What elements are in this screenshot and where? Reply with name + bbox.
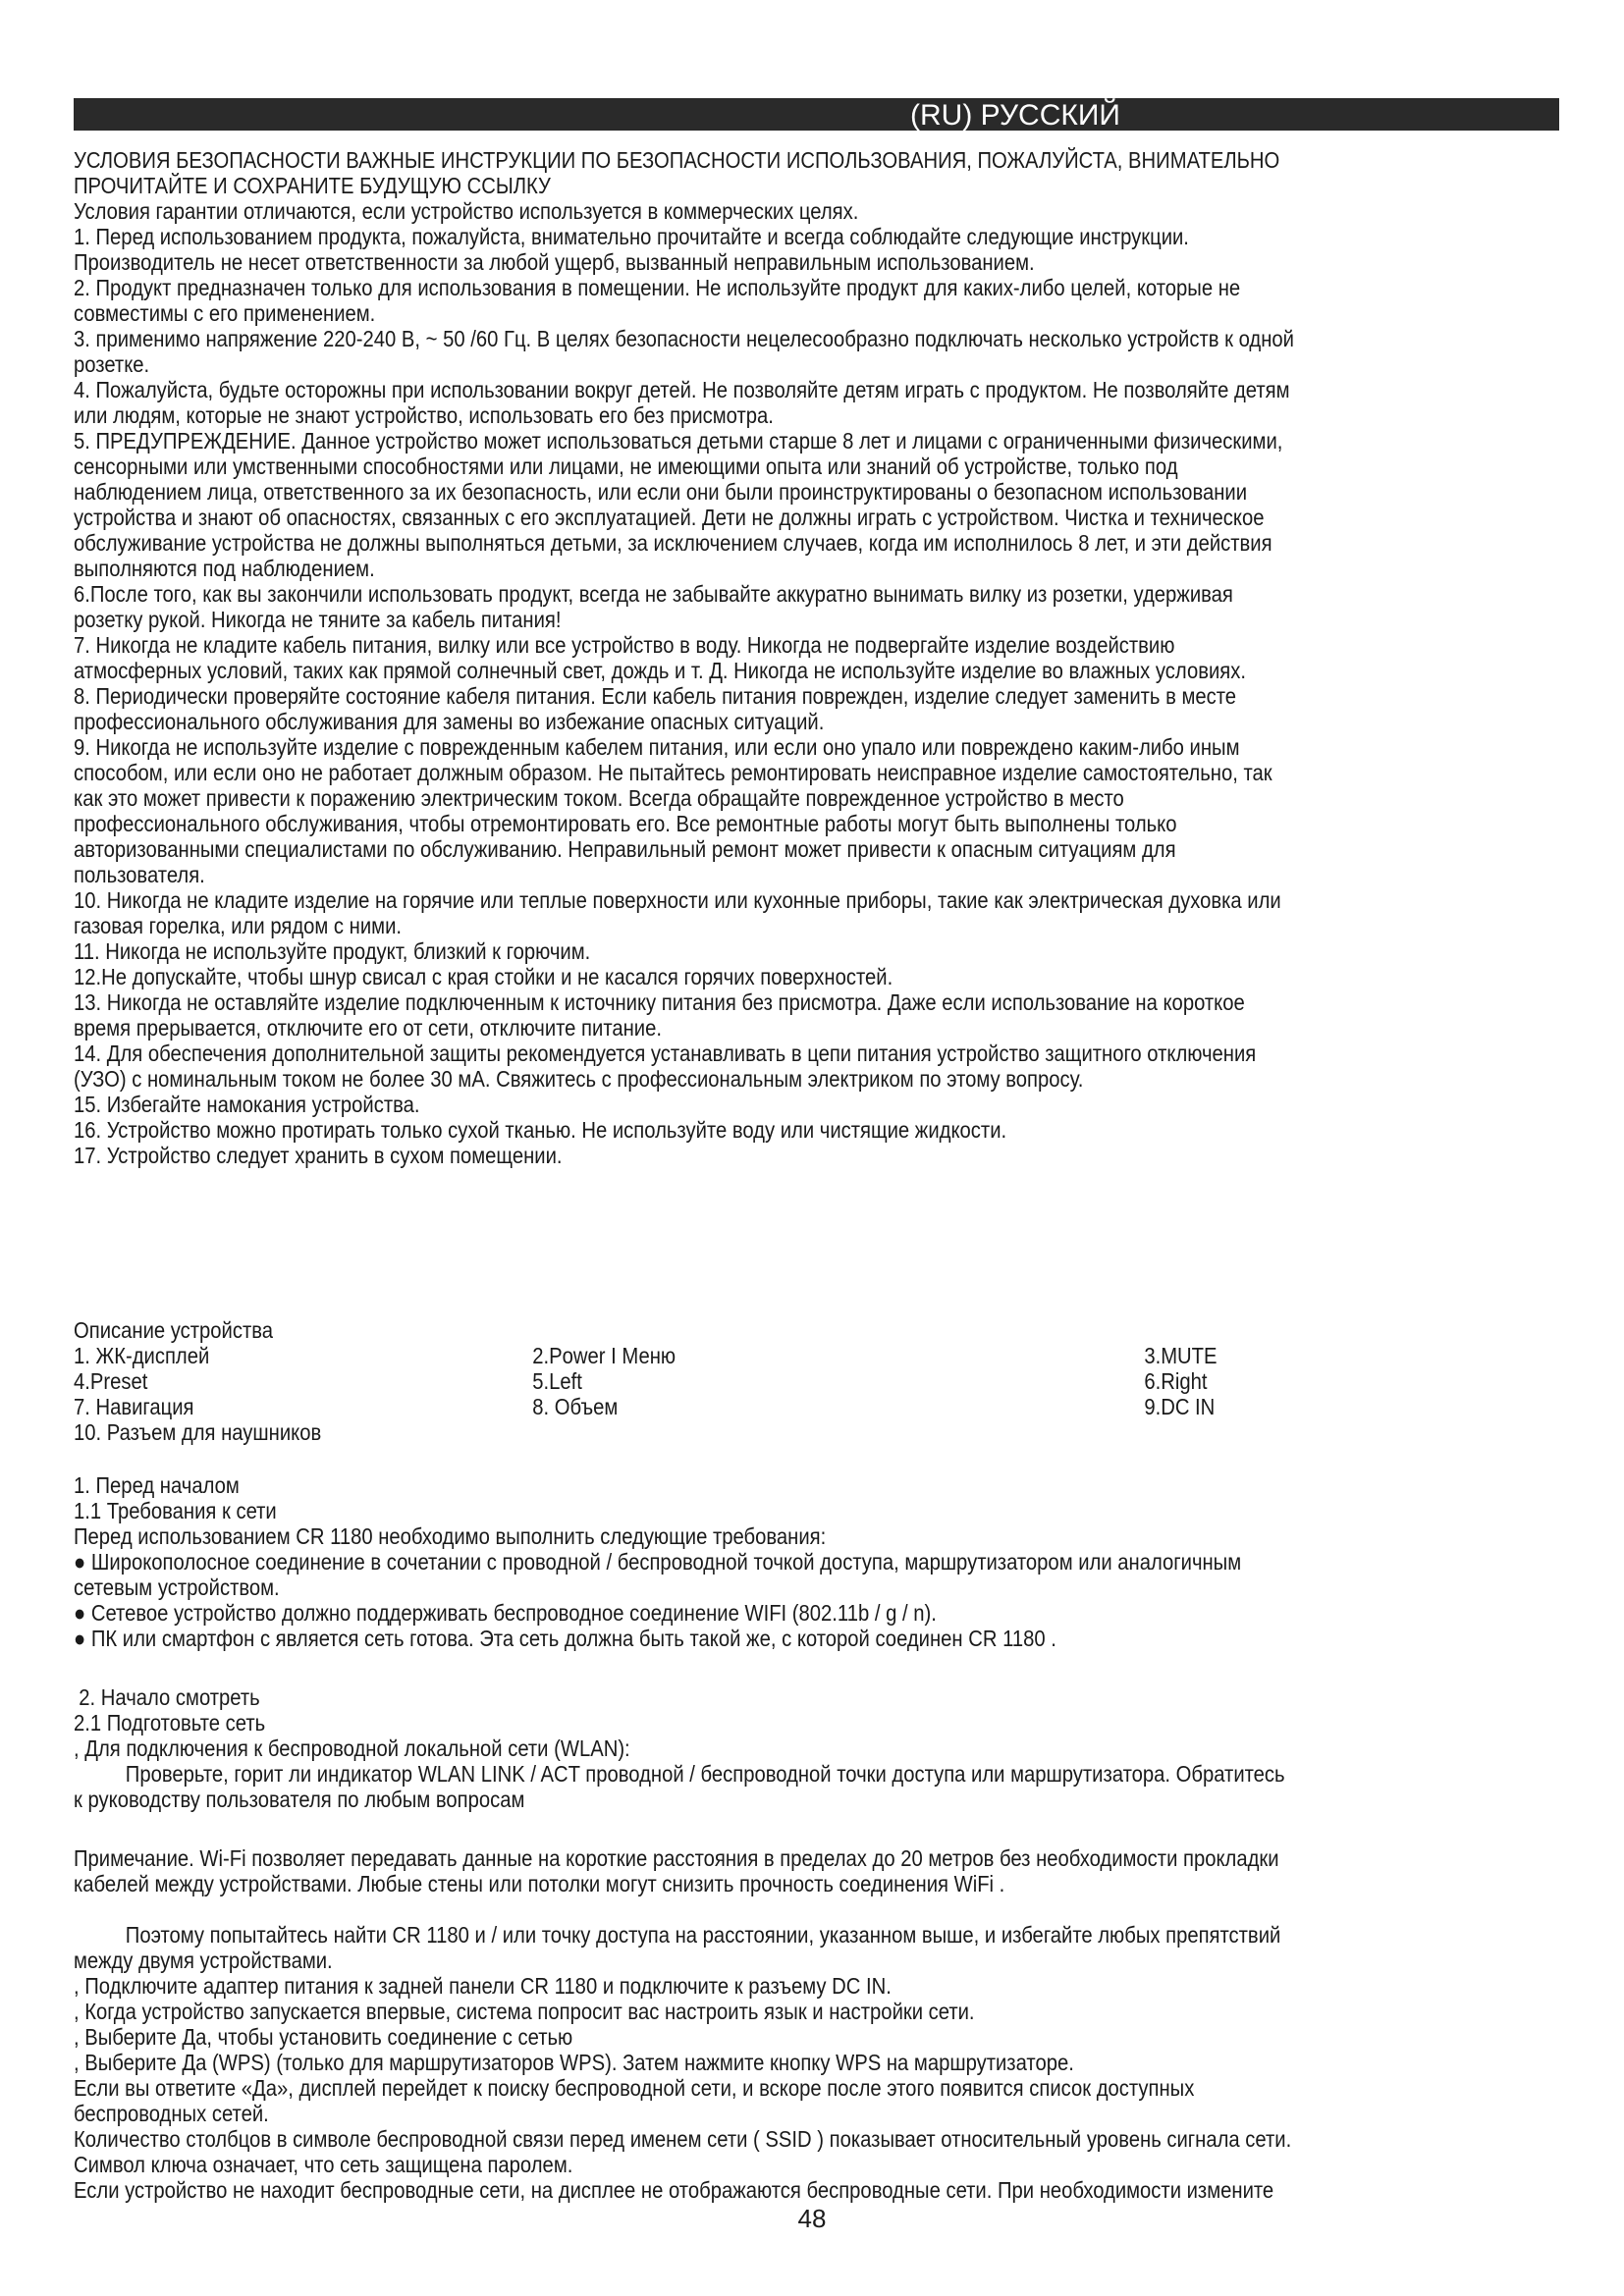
component-label: 7. Навигация	[74, 1394, 194, 1419]
section-text: Проверьте, горит ли индикатор WLAN LINK / ACT проводной / беспроводной точки доступа или маршрутизатора. Обратитесь	[125, 1761, 1285, 1787]
component-label: 5.Left	[532, 1368, 582, 1394]
safety-line: 17. Устройство следует хранить в сухом помещении.	[74, 1143, 563, 1168]
safety-line: как это может привести к поражению электрическим током. Всегда обращайте поврежденное устройство в место	[74, 785, 1124, 811]
safety-title-line: ПРОЧИТАЙТЕ И СОХРАНИТЕ БУДУЩУЮ ССЫЛКУ	[74, 173, 551, 198]
start-watching-section	[74, 1684, 1560, 1812]
safety-line: Производитель не несет ответственности за любой ущерб, вызванный неправильным использованием.	[74, 249, 1035, 275]
component-label: 3.MUTE	[1144, 1343, 1218, 1368]
before-start-section	[74, 1472, 1560, 1651]
safety-line: обслуживание устройства не должны выполняться детьми, за исключением случаев, когда им исполнилось 8 лет, и эти действия	[74, 530, 1272, 556]
requirement-line: ● Сетевое устройство должно поддерживать беспроводное соединение WIFI (802.11b / g / n).	[74, 1600, 937, 1626]
setup-step: Если устройство не находит беспроводные сети, на дисплее не отображаются беспроводные сети. При необходимости измените	[74, 2177, 1274, 2203]
safety-line: 15. Избегайте намокания устройства.	[74, 1092, 420, 1117]
component-label: 6.Right	[1144, 1368, 1208, 1394]
safety-line: 11. Никогда не используйте продукт, близкий к горючим.	[74, 938, 591, 964]
safety-line: (УЗО) с номинальным током не более 30 мА. Свяжитесь с профессиональным электриком по этому вопросу.	[74, 1066, 1084, 1092]
safety-line: 9. Никогда не используйте изделие с поврежденным кабелем питания, или если оно упало или повреждено каким-либо иным	[74, 734, 1240, 760]
safety-line: или людям, которые не знают устройство, использовать его без присмотра.	[74, 402, 774, 428]
safety-line: устройства и знают об опасностях, связанных с его эксплуатацией. Дети не должны играть с устройством. Чистка и техническое	[74, 505, 1265, 530]
safety-line: сенсорными или умственными способностями или лицами, не имеющими опыта или знаний об устройстве, только под	[74, 454, 1178, 479]
safety-line: профессионального обслуживания, чтобы отремонтировать его. Все ремонтные работы могут быть выполнены только	[74, 811, 1177, 836]
section-text: Поэтому попытайтесь найти CR 1180 и / или точку доступа на расстоянии, указанном выше, и избегайте любых препятствий	[125, 1922, 1281, 1948]
safety-line: время прерывается, отключите его от сети, отключите питание.	[74, 1015, 662, 1041]
safety-line: авторизованными специалистами по обслуживанию. Неправильный ремонт может привести к опасным ситуациям для	[74, 836, 1176, 862]
safety-line: совместимы с его применением.	[74, 300, 376, 326]
component-label: 8. Объем	[532, 1394, 619, 1419]
safety-line: наблюдением лица, ответственного за их безопасность, или если они были проинструктированы о безопасном использовании	[74, 479, 1248, 505]
safety-line: розетке.	[74, 351, 150, 377]
requirement-line: ● Широкополосное соединение в сочетании с проводной / беспроводной точкой доступа, маршрутизатором или аналогичным	[74, 1549, 1242, 1575]
safety-line: розетку рукой. Никогда не тяните за кабель питания!	[74, 607, 562, 632]
section-text: между двумя устройствами.	[74, 1948, 333, 1973]
device-description	[74, 1317, 1218, 1445]
requirement-line: сетевым устройством.	[74, 1575, 280, 1600]
component-label: 1. ЖК-дисплей	[74, 1343, 210, 1368]
setup-step: , Подключите адаптер питания к задней панели CR 1180 и подключите к разъему DC IN.	[74, 1973, 892, 1999]
setup-steps	[74, 1922, 1560, 2203]
wifi-note	[74, 1845, 1560, 1896]
setup-step: , Выберите Да (WPS) (только для маршрутизаторов WPS). Затем нажмите кнопку WPS на маршрутизаторе.	[74, 2050, 1074, 2075]
component-label: 9.DC IN	[1144, 1394, 1216, 1419]
safety-line: 14. Для обеспечения дополнительной защиты рекомендуется устанавливать в цепи питания устройство защитного отключения	[74, 1041, 1257, 1066]
safety-line: пользователя.	[74, 862, 205, 887]
language-header-title: (RU) РУССКИЙ	[910, 99, 1120, 132]
safety-line: способом, или если оно не работает должным образом. Не пытайтесь ремонтировать неисправное изделие самостоятельно, так	[74, 760, 1272, 785]
safety-line: 13. Никогда не оставляйте изделие подключенным к источнику питания без присмотра. Даже если использование на короткое	[74, 989, 1245, 1015]
safety-line: 3. применимо напряжение 220-240 В, ~ 50 /60 Гц. В целях безопасности нецелесообразно подключать несколько устройств к одной	[74, 326, 1294, 351]
note-line: Примечание. Wi-Fi позволяет передавать данные на короткие расстояния в пределах до 20 метров без необходимости прокладки	[74, 1845, 1279, 1871]
component-label: 4.Preset	[74, 1368, 148, 1394]
section-text: Перед использованием CR 1180 необходимо выполнить следующие требования:	[74, 1523, 827, 1549]
section-heading: 1. Перед началом	[74, 1472, 240, 1498]
safety-instructions	[74, 147, 1560, 1168]
safety-line: атмосферных условий, таких как прямой солнечный свет, дождь и т. Д. Никогда не используйте изделие во влажных условиях.	[74, 658, 1246, 683]
component-label: 10. Разъем для наушников	[74, 1419, 322, 1445]
safety-line: 5. ПРЕДУПРЕЖДЕНИЕ. Данное устройство может использоваться детьми старше 8 лет и лицами с ограниченными физическими,	[74, 428, 1283, 454]
safety-line: 6.После того, как вы закончили использовать продукт, всегда не забывайте аккуратно вынимать вилку из розетки, удерживая	[74, 581, 1233, 607]
safety-line: 16. Устройство можно протирать только сухой тканью. Не используйте воду или чистящие жидкости.	[74, 1117, 1007, 1143]
description-title: Описание устройства	[74, 1317, 274, 1343]
setup-step: Если вы ответите «Да», дисплей перейдет к поиску беспроводной сети, и вскоре после этого появится список доступных	[74, 2075, 1195, 2101]
page-number: 48	[797, 2204, 827, 2233]
setup-step: Количество столбцов в символе беспроводной связи перед именем сети ( SSID ) показывает относительный уровень сигнала сети.	[74, 2126, 1292, 2152]
safety-line: 8. Периодически проверяйте состояние кабеля питания. Если кабель питания поврежден, изделие следует заменить в месте	[74, 683, 1237, 709]
section-heading: 2. Начало смотреть	[79, 1684, 260, 1710]
setup-step: Символ ключа означает, что сеть защищена паролем.	[74, 2152, 573, 2177]
section-text: , Для подключения к беспроводной локальной сети (WLAN):	[74, 1735, 630, 1761]
safety-line: Условия гарантии отличаются, если устройство используется в коммерческих целях.	[74, 198, 859, 224]
safety-line: 7. Никогда не кладите кабель питания, вилку или все устройство в воду. Никогда не подвергайте изделие воздействию	[74, 632, 1175, 658]
section-subheading: 1.1 Требования к сети	[74, 1498, 277, 1523]
safety-line: 10. Никогда не кладите изделие на горячие или теплые поверхности или кухонные приборы, такие как электрическая духовка или	[74, 887, 1281, 913]
safety-line: выполняются под наблюдением.	[74, 556, 375, 581]
note-line: кабелей между устройствами. Любые стены или потолки могут снизить прочность соединения WiFi .	[74, 1871, 1005, 1896]
language-header-bar	[74, 98, 1559, 131]
safety-line: 1. Перед использованием продукта, пожалуйста, внимательно прочитайте и всегда соблюдайте следующие инструкции.	[74, 224, 1189, 249]
safety-line: 2. Продукт предназначен только для использования в помещении. Не используйте продукт для каких-либо целей, которые не	[74, 275, 1241, 300]
setup-step: , Выберите Да, чтобы установить соединение с сетью	[74, 2024, 573, 2050]
section-text: к руководству пользователя по любым вопросам	[74, 1787, 525, 1812]
safety-title-line: УСЛОВИЯ БЕЗОПАСНОСТИ ВАЖНЫЕ ИНСТРУКЦИИ ПО БЕЗОПАСНОСТИ ИСПОЛЬЗОВАНИЯ, ПОЖАЛУЙСТА, ВНИМАТЕЛЬНО	[74, 147, 1280, 173]
section-subheading: 2.1 Подготовьте сеть	[74, 1710, 266, 1735]
safety-line: профессионального обслуживания для замены во избежание опасных ситуаций.	[74, 709, 825, 734]
component-label: 2.Power I Меню	[532, 1343, 677, 1368]
setup-step: беспроводных сетей.	[74, 2101, 269, 2126]
safety-line: 4. Пожалуйста, будьте осторожны при использовании вокруг детей. Не позволяйте детям играть с продуктом. Не позволяйте детям	[74, 377, 1290, 402]
safety-line: 12.Не допускайте, чтобы шнур свисал с края стойки и не касался горячих поверхностей.	[74, 964, 893, 989]
setup-step: , Когда устройство запускается впервые, система попросит вас настроить язык и настройки сети.	[74, 1999, 975, 2024]
safety-line: газовая горелка, или рядом с ними.	[74, 913, 403, 938]
requirement-line: ● ПК или смартфон с является сеть готова. Эта сеть должна быть такой же, с которой соединен CR 1180 .	[74, 1626, 1056, 1651]
